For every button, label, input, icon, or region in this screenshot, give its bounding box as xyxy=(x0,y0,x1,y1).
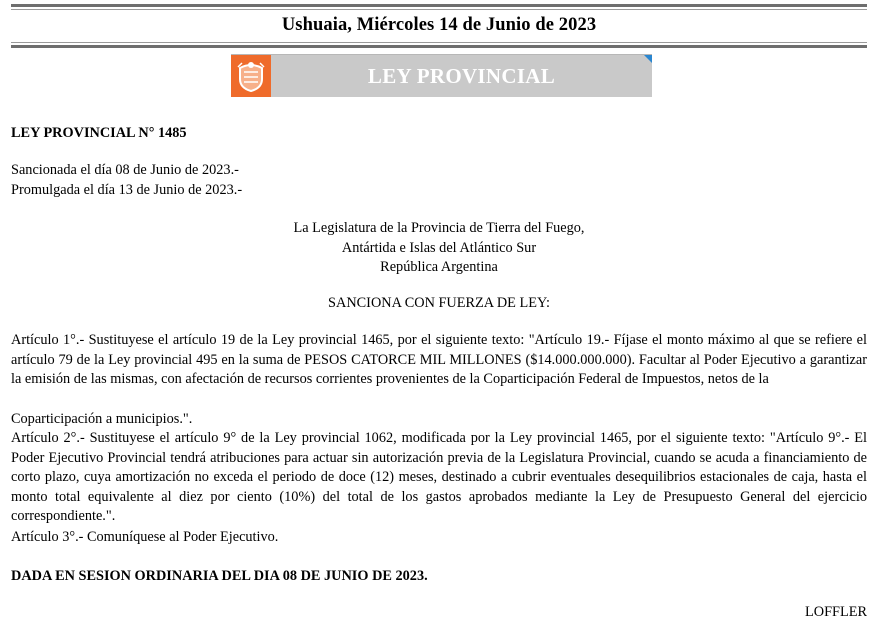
article-3: Artículo 3°.- Comuníquese al Poder Ejecutivo. xyxy=(11,529,279,545)
legislature-line-2: Antártida e Islas del Atlántico Sur xyxy=(341,240,537,256)
legislature-line-3: República Argentina xyxy=(380,259,498,275)
promulgated-date: Promulgada el día 13 de Junio de 2023.- xyxy=(11,182,243,198)
top-rule-thin xyxy=(11,9,867,10)
legislature-line-1: La Legislatura de la Provincia de Tierra del Fuego, xyxy=(293,220,585,236)
top-rule-thick xyxy=(11,4,867,7)
banner-corner-marker xyxy=(644,55,652,63)
sanciona-heading: SANCIONA CON FUERZA DE LEY: xyxy=(328,295,550,311)
session-statement: DADA EN SESION ORDINARIA DEL DIA 08 DE JUNIO DE 2023. xyxy=(11,568,428,584)
banner-title: LEY PROVINCIAL xyxy=(367,64,556,88)
article-2: Artículo 2°.- Sustituyese el artículo 9° de la Ley provincial 1062, modificada por la Ley provincial 1465, por el siguiente texto: "Artículo 9°.- El Poder Ejecutivo Provincial tendrá atribuciones para actuar sin autorización previa de la Legislatura Provincial, cuando se acuda a financiamiento de corto plazo, cuya amortización no exceda el periodo de doce (12) meses, destinado a cubrir eventuales desequilibrios estacionales de caja, hasta el monto total equivalente al diez por ciento (10%) del total de los gastos aprobados mediante la Ley de Presupuesto General del ejercicio correspondiente.". xyxy=(11,430,867,524)
article-1-continuation: Coparticipación a municipios.". xyxy=(11,411,193,427)
bottom-rule-thin xyxy=(11,42,867,43)
dateline: Ushuaia, Miércoles 14 de Junio de 2023 xyxy=(281,15,597,35)
law-title: LEY PROVINCIAL N° 1485 xyxy=(11,125,187,141)
coat-of-arms-icon xyxy=(231,55,271,97)
sanctioned-date: Sancionada el día 08 de Junio de 2023.- xyxy=(11,162,239,178)
signature: LOFFLER xyxy=(805,604,867,620)
bottom-rule-thick xyxy=(11,45,867,48)
section-banner xyxy=(231,54,652,97)
article-1: Artículo 1°.- Sustituyese el artículo 19 de la Ley provincial 1465, por el siguiente texto: "Artículo 19.- Fíjase el monto máximo al que se refiere el artículo 79 de la Ley provincial 495 en la suma de PESOS CATORCE MIL MILLONES ($14.000.000.000). Facultar al Poder Ejecutivo a garantizar la emisión de las mismas, con afectación de recursos corrientes provenientes de la Coparticipación Federal de Impuestos, netos de la xyxy=(11,332,867,387)
